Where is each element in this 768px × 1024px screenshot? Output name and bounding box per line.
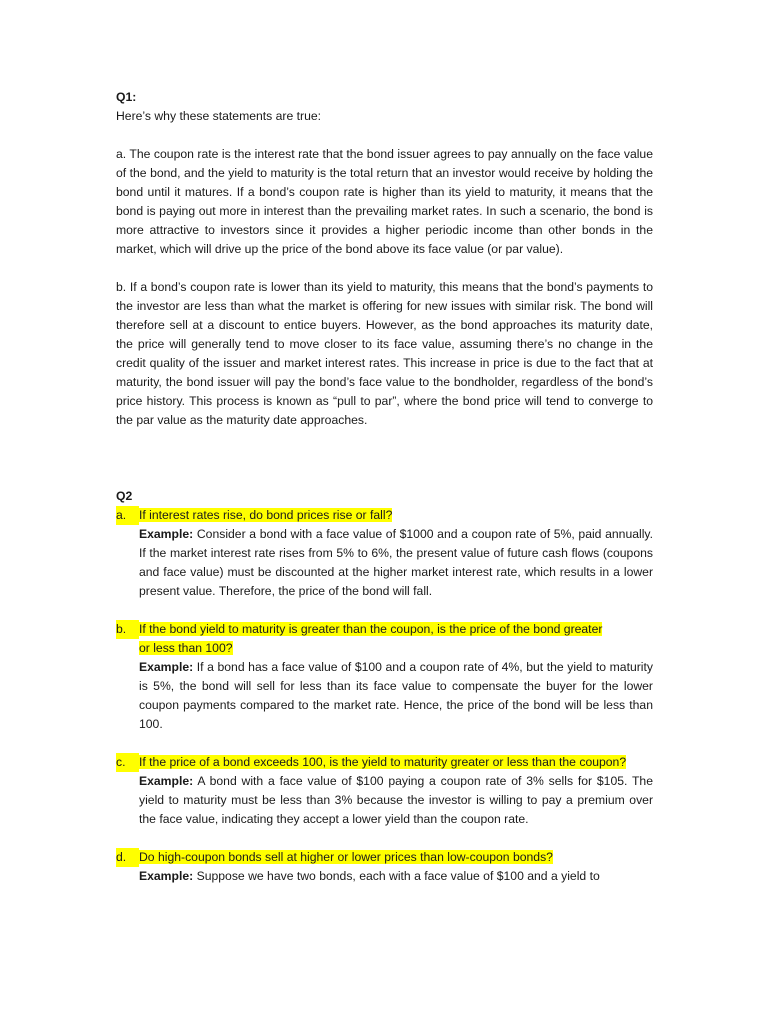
q1-paragraph-a: a. The coupon rate is the interest rate that the bond issuer agrees to pay annually on the face value of the bond, and the yield to maturity is the total return that an investor would receive by holding the bond until it matures. If a bond’s coupon rate is higher than its yield to maturity, it means that the bond is paying out more in interest than the prevailing market rates. In such a scenario, the bond is more attractive to investors since it provides a higher periodic income than other bonds in the market, which will drive up the price of the bond above its face value (or par value). (116, 147, 653, 256)
item-letter: b. (116, 620, 139, 639)
example-body: Consider a bond with a face value of $1000 and a coupon rate of 5%, paid annually. If the market interest rate rises from 5% to 6%, the present value of future cash flows (coupons and face value) must be discounted at the higher market interest rate, which results in a lower present value. Therefore, the price of the bond will fall. (139, 527, 653, 598)
q2-item-c (116, 753, 653, 829)
q1-paragraph-b: b. If a bond’s coupon rate is lower than its yield to maturity, this means that the bond’s payments to the investor are less than what the market is offering for new issues with similar risk. The bond will therefore sell at a discount to entice buyers. However, as the bond approaches its maturity date, the price will generally tend to move closer to its face value, assuming there’s no change in the credit quality of the issuer and market interest rates. This increase in price is due to the fact that at maturity, the bond issuer will pay the bond’s face value to the bondholder, regardless of the bond’s price history. This process is known as “pull to par”, where the bond price will tend to converge to the par value as the maturity date approaches. (116, 280, 653, 427)
q1-title: Q1: (116, 90, 137, 104)
highlighted-question: If interest rates rise, do bond prices rise or fall? (139, 508, 393, 522)
q2-item-b (116, 620, 653, 734)
example-text (139, 658, 653, 734)
q2-item-d (116, 848, 653, 886)
q2-item-a (116, 506, 653, 601)
highlighted-question: Do high-coupon bonds sell at higher or lower prices than low-coupon bonds? (139, 850, 553, 864)
example-label: Example: (139, 774, 194, 788)
highlighted-question-line2: or less than 100? (139, 641, 233, 655)
example-text (139, 525, 653, 601)
example-body: A bond with a face value of $100 paying a coupon rate of 3% sells for $105. The yield to maturity must be less than 3% because the investor is willing to pay a premium over the face value, indicating they accept a lower yield than the coupon rate. (139, 774, 653, 826)
item-letter: a. (116, 506, 139, 525)
item-letter: d. (116, 848, 139, 867)
example-text (139, 867, 653, 886)
highlighted-question: If the price of a bond exceeds 100, is the yield to maturity greater or less than the coupon? (139, 755, 627, 769)
example-label: Example: (139, 869, 194, 883)
item-letter: c. (116, 753, 139, 772)
q1-intro: Here’s why these statements are true: (116, 109, 322, 123)
document-page (116, 88, 653, 886)
example-body: If a bond has a face value of $100 and a coupon rate of 4%, but the yield to maturity is 5%, the bond will sell for less than its face value to compensate the buyer for the lower coupon payments compared to the market rate. Hence, the price of the bond will be less than 100. (139, 660, 653, 731)
example-label: Example: (139, 660, 194, 674)
example-text (139, 772, 653, 829)
example-body: Suppose we have two bonds, each with a face value of $100 and a yield to (193, 869, 600, 883)
example-label: Example: (139, 527, 194, 541)
q2-title: Q2 (116, 489, 133, 503)
highlighted-question-line1: If the bond yield to maturity is greater than the coupon, is the price of the bond greater (139, 622, 603, 636)
